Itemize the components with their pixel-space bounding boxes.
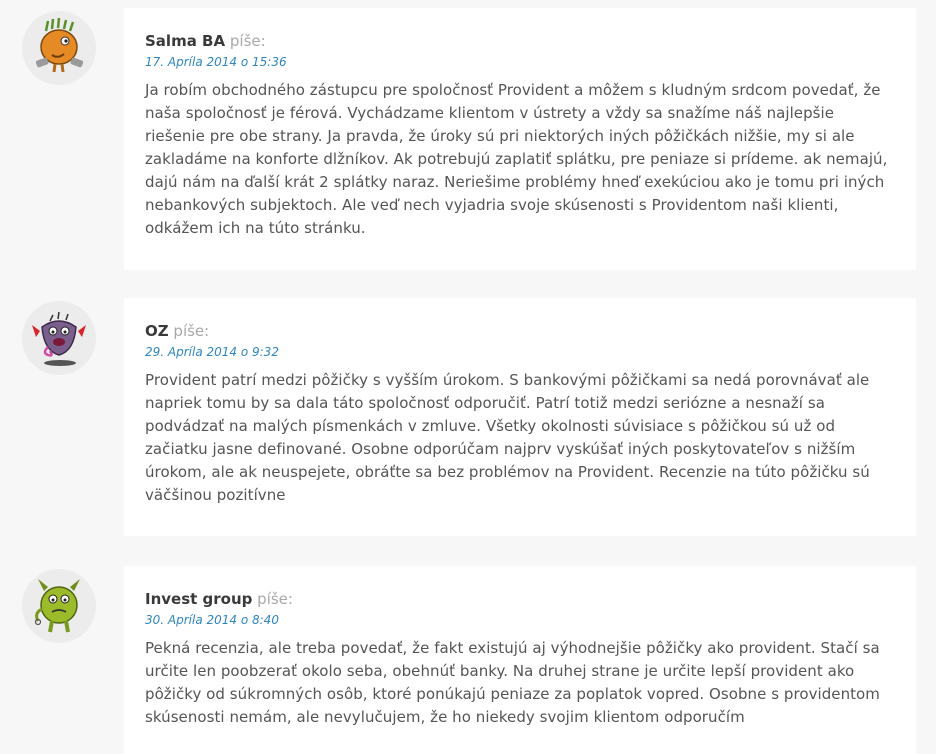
orange-monster-icon [28, 17, 90, 79]
comment-text [145, 369, 896, 507]
comment-author[interactable]: Salma BA [145, 32, 226, 50]
comment-text-line: riešenie pre obe strany. Ja pravda, že úroky sú pri niektorých iných pôžičkách nižšie, my si ale [145, 127, 855, 145]
comment-header [145, 321, 896, 341]
avatar [22, 569, 96, 643]
comment-header [145, 31, 896, 51]
comment-card [124, 298, 916, 536]
comment-header [145, 589, 896, 609]
comment-card [124, 566, 916, 754]
says-label: píše: [229, 32, 266, 50]
comment-text [145, 79, 896, 240]
comment-text-line: naša spoločnosť je férová. Vychádzame klientom v ústrety a vždy sa snažíme náš najlepšie [145, 104, 835, 122]
comment-text-line: Pekná recenzia, ale treba povedať, že fakt existujú aj výhodnejšie pôžičky ako provident. Stačí sa [145, 639, 880, 657]
comment-text-line: Provident patrí medzi pôžičky s vyšším úrokom. S bankovými pôžičkami sa nedá porovnávať ale [145, 371, 870, 389]
comment-text-line: úrokom, ale ak neuspejete, obráťte sa bez problémov na Provident. Recenzie na túto pôžičku sú [145, 463, 870, 481]
comment-author[interactable]: OZ [145, 322, 169, 340]
green-monster-icon [28, 575, 90, 637]
comment-text [145, 637, 896, 729]
comment-text-line: nebankových subjektoch. Ale veď nech vyjadria svoje skúsenosti s Providentom naši klienti, [145, 196, 839, 214]
says-label: píše: [257, 590, 293, 608]
comment-author[interactable]: Invest group [145, 590, 253, 608]
purple-monster-icon [28, 307, 90, 369]
comment-text-line: Ja robím obchodného zástupcu pre spoločnosť Provident a môžem s kludným srdcom povedať, že [145, 81, 881, 99]
comment-text-line: väčšinou pozitívne [145, 486, 286, 504]
comment-text-line: začiatku jasne definované. Osobne odporúčam najprv vyskúšať iných poskytovateľov s nižším [145, 440, 856, 458]
comment-text-line: určite len poobzerať okolo seba, obehnúť banky. Na druhej strane je určite lepší provident ako [145, 662, 855, 680]
comment-date-link[interactable]: 30. Apríla 2014 o 8:40 [145, 613, 279, 627]
comment-text-line: pôžičky od súkromných osôb, ktoré ponúkajú peniaze za poplatok vopred. Osobne s providentom [145, 685, 880, 703]
comment-date-link[interactable]: 17. Apríla 2014 o 15:36 [145, 55, 287, 69]
avatar [22, 11, 96, 85]
comment-text-line: odkážem ich na túto stránku. [145, 219, 366, 237]
comment-text-line: napriek tomu by sa dala táto spoločnosť odporučiť. Patrí totiž medzi seriózne a nesnaží sa [145, 394, 825, 412]
comment-text-line: zakladáme na konforte dlžníkov. Ak potrebujú zaplatiť splátku, pre peniaze si prídeme. ak nemajú, [145, 150, 888, 168]
comment-card [124, 8, 916, 270]
avatar [22, 301, 96, 375]
says-label: píše: [173, 322, 210, 340]
comment-text-line: podvádzať na malých písmenkách v zmluve. Všetky okolnosti súvisiace s pôžičkou sú už od [145, 417, 836, 435]
comment-text-line: dajú nám na ďalší krát 2 splátky naraz. Neriešime problémy hneď exekúciou ako je tomu pri iných [145, 173, 885, 191]
comment-text-line: skúsenosti nemám, ale nevylučujem, že ho niekedy svojim klientom odporučím [145, 708, 745, 726]
comment-date-link[interactable]: 29. Apríla 2014 o 9:32 [145, 345, 279, 359]
